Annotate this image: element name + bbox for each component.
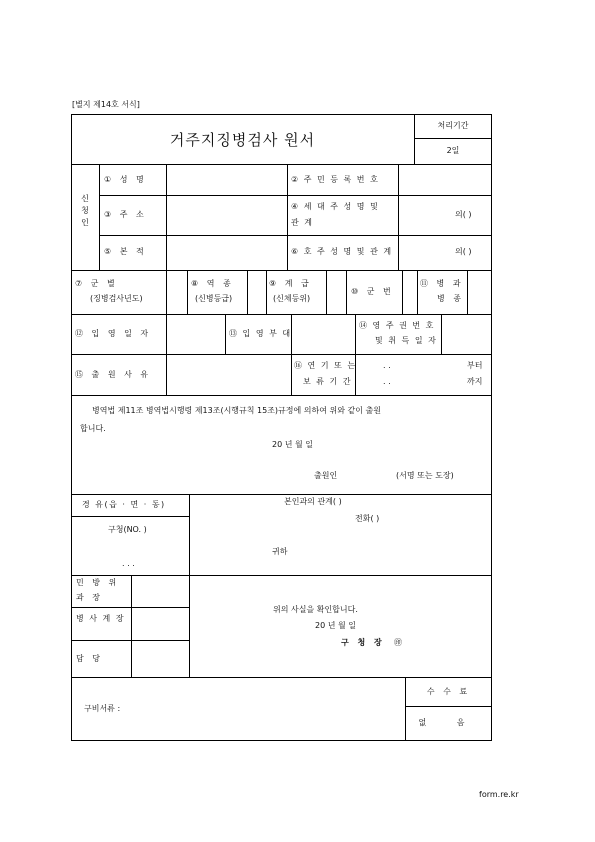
applicant-section-label: 신 청 인 [81,194,89,227]
civil-defense-sign-field[interactable] [132,576,188,606]
statement-line-1: 병역법 제11조 병역법시행령 제13조(시행규칙 15조)규정에 의하여 위와 같이 출원 [92,406,381,415]
via-office-label: 경 유(읍 · 면 · 동) [82,500,166,509]
footer-source: form.re.kr [479,790,519,799]
form-number-label: [별지 제14호 서식] [72,100,140,109]
address-field[interactable] [167,196,286,234]
address-label: ③ 주 소 [104,210,147,219]
householder-label: ④ 세 대 주 성 명 및 [291,202,380,211]
enlist-date-field[interactable] [167,315,224,353]
family-head-label: ⑥ 호 주 성 명 및 관 계 [291,247,393,256]
district-head-label: 구 청 장 [341,638,385,647]
householder-field[interactable] [399,196,454,234]
via-district-label: 구청(NO. ) [108,525,147,534]
householder-relation-label: 관 계 [291,218,314,227]
branch-label: ⑪ 병 과 [420,279,464,288]
form-title: 거주지징병검사 원서 [169,131,316,149]
name-label: ① 성 명 [104,175,147,184]
residence-permit-label: ⑭ 영 주 권 번 호 [359,321,435,330]
service-branch-label: ⑦ 군 별 [75,279,118,288]
addressee-label: 귀하 [272,547,288,556]
deferral-period-sub: 보 류 기 간 [303,377,353,386]
fee-label: 수 수 료 [426,687,471,696]
staff-sign-field[interactable] [132,641,188,676]
deferral-period-label: ⑯ 연 기 또 는 [294,361,357,370]
rank-label: ⑨ 계 급 [269,279,312,288]
service-number-label: ⑩ 군 번 [351,287,394,296]
family-head-suffix: 의( ) [455,247,472,256]
confirmation-text: 위의 사실을 확인합니다. [273,605,358,614]
rank-sub: (신체등위) [273,294,311,303]
application-date: 20 년 월 일 [272,440,313,449]
residence-permit-date-label: 및 취 득 일 자 [375,336,438,345]
period-to-dots: . . [383,377,391,386]
relation-label: 본인과의 관계( ) [284,497,342,506]
enlist-unit-label: ⑬ 입 영 부 대 [229,329,292,338]
departure-reason-field[interactable] [167,355,290,394]
via-dots: . . . [122,559,135,568]
branch-type-label: 병 종 [437,294,464,303]
civil-defense-chief-label: 과 장 [76,593,103,602]
fee-value: 없 음 [418,718,479,727]
sign-note: (서명 또는 도장) [396,471,454,480]
statement-line-2: 합니다. [80,424,106,433]
domicile-label: ⑤ 본 적 [104,247,147,256]
phone-label: 전화( ) [355,514,380,523]
processing-period-value: 2일 [446,146,460,155]
service-branch-sub: (징병검사년도) [90,294,143,303]
required-documents-label: 구비서류 : [84,704,121,713]
service-type-sub: (신병등급) [195,294,233,303]
enlist-date-label: ⑫ 입 영 일 자 [75,329,152,338]
applicant-sign-field[interactable] [342,466,394,484]
domicile-field[interactable] [167,236,286,269]
service-type-label: ⑧ 역 종 [191,279,234,288]
processing-period-label: 처리기간 [437,121,469,130]
rrn-field[interactable] [399,165,491,194]
seal-mark: ㊞ [394,638,402,647]
military-affairs-chief-label: 병 사 계 장 [76,614,126,623]
period-from-dots: . . [383,361,391,370]
name-field[interactable] [167,165,286,194]
military-affairs-sign-field[interactable] [132,608,188,639]
departure-reason-label: ⑮ 출 원 사 유 [75,370,152,379]
period-to-label: 까지 [467,377,483,386]
staff-label: 담 당 [76,654,103,663]
period-from-label: 부터 [467,361,483,370]
rrn-label: ② 주 민 등 록 번 호 [291,175,380,184]
householder-suffix: 의( ) [455,210,472,219]
confirmation-date: 20 년 월 일 [315,621,356,630]
civil-defense-label: 민 방 위 [76,578,120,587]
family-head-field[interactable] [399,236,454,269]
enlist-unit-field[interactable] [292,315,354,353]
required-documents-field[interactable] [130,680,402,738]
applicant-sign-label: 출원인 [314,471,338,480]
